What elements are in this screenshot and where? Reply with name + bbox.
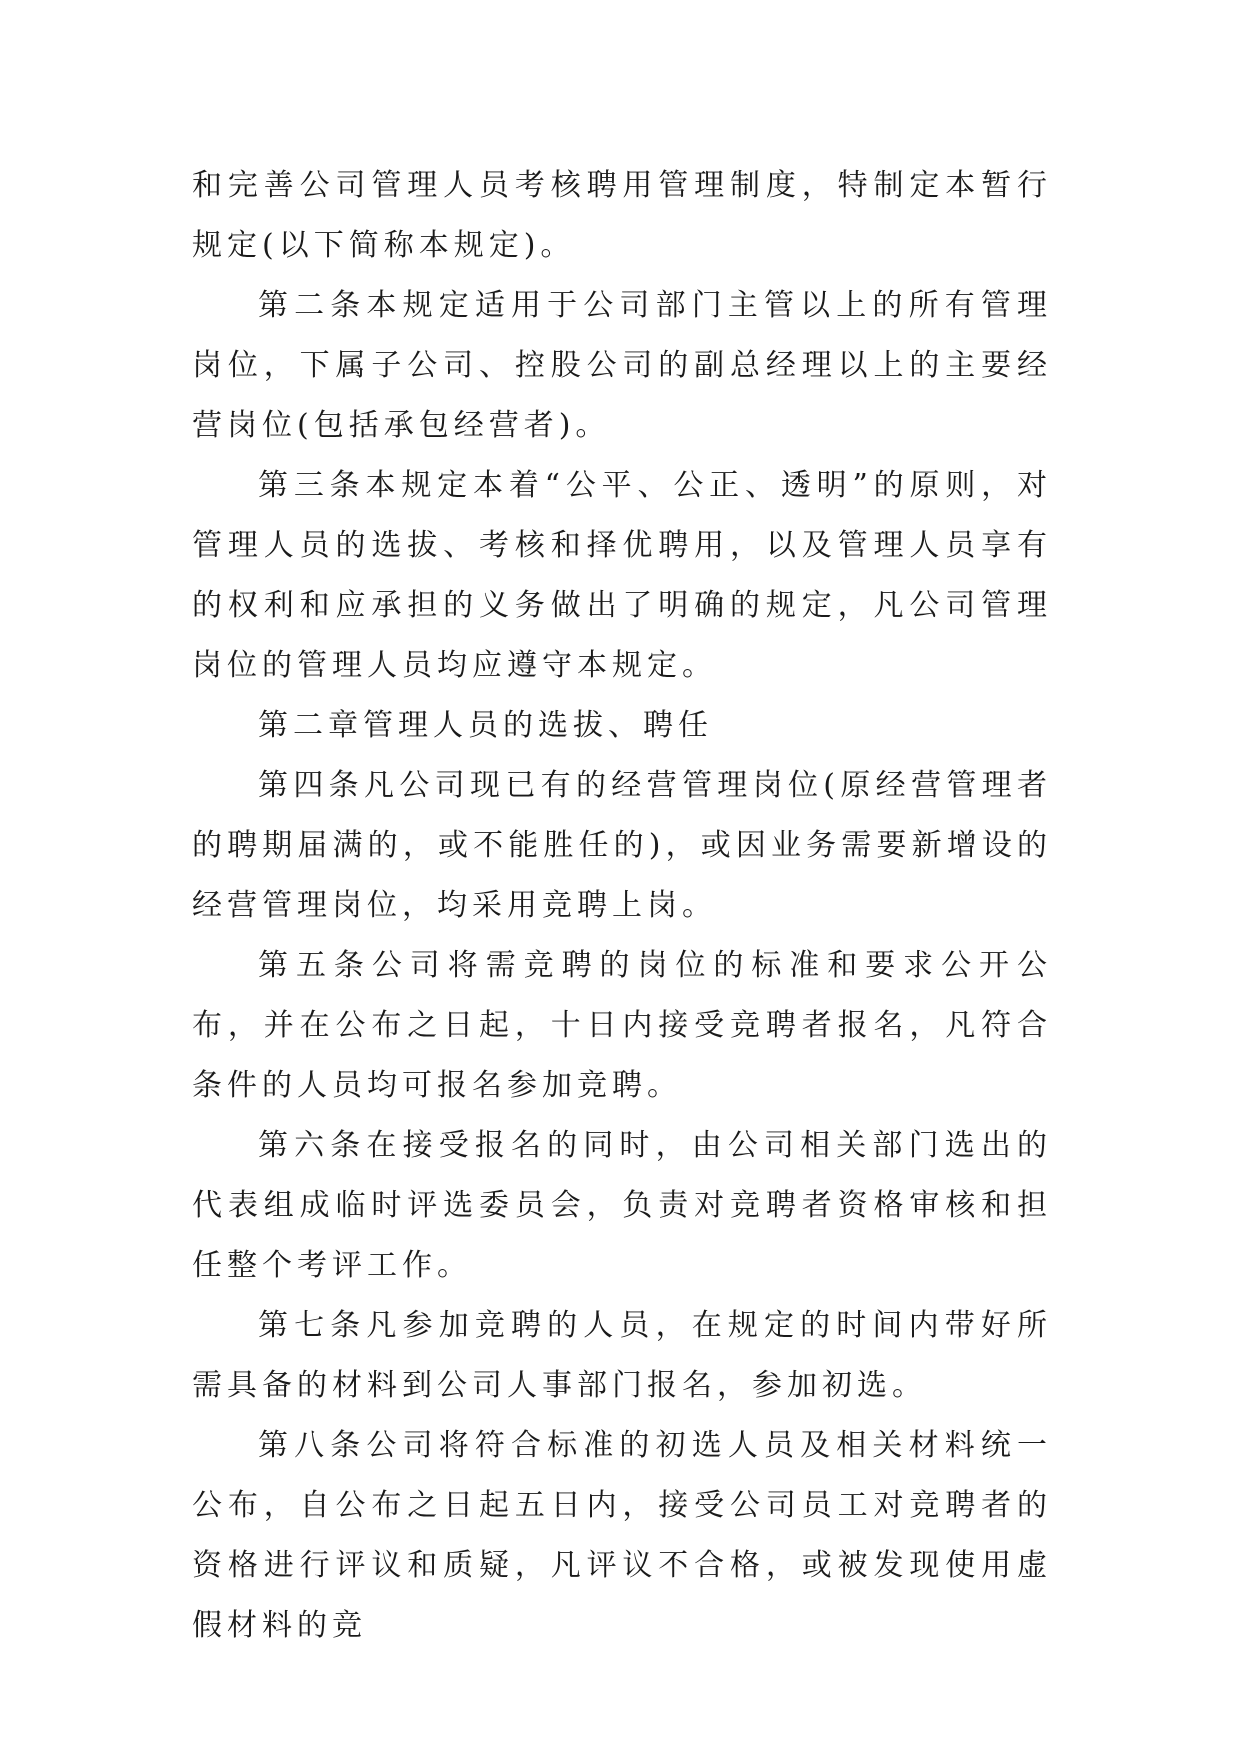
paragraph-article-8: 第八条公司将符合标准的初选人员及相关材料统一公布，自公布之日起五日内，接受公司员工对竞聘者的资格进行评议和质疑，凡评议不合格，或被发现使用虚假材料的竞 — [192, 1428, 1052, 1643]
chapter-heading-2: 第二章管理人员的选拔、聘任 — [258, 708, 713, 743]
document-body — [192, 156, 1052, 1656]
paragraph-article-6: 第六条在接受报名的同时，由公司相关部门选出的代表组成临时评选委员会，负责对竞聘者资格审核和担任整个考评工作。 — [192, 1128, 1052, 1283]
paragraph-article-2: 第二条本规定适用于公司部门主管以上的所有管理岗位，下属子公司、控股公司的副总经理以上的主要经营岗位(包括承包经营者)。 — [192, 288, 1052, 443]
paragraph-article-7: 第七条凡参加竞聘的人员，在规定的时间内带好所需具备的材料到公司人事部门报名，参加初选。 — [192, 1308, 1052, 1403]
paragraph-intro-continuation: 和完善公司管理人员考核聘用管理制度，特制定本暂行规定(以下简称本规定)。 — [192, 168, 1052, 263]
paragraph-article-5: 第五条公司将需竞聘的岗位的标准和要求公开公布，并在公布之日起，十日内接受竞聘者报名，凡符合条件的人员均可报名参加竞聘。 — [192, 948, 1052, 1103]
paragraph-article-3: 第三条本规定本着“公平、公正、透明”的原则，对管理人员的选拔、考核和择优聘用，以及管理人员享有的权利和应承担的义务做出了明确的规定，凡公司管理岗位的管理人员均应遵守本规定。 — [192, 468, 1052, 683]
paragraph-article-4: 第四条凡公司现已有的经营管理岗位(原经营管理者的聘期届满的，或不能胜任的)，或因业务需要新增设的经营管理岗位，均采用竞聘上岗。 — [192, 768, 1052, 923]
